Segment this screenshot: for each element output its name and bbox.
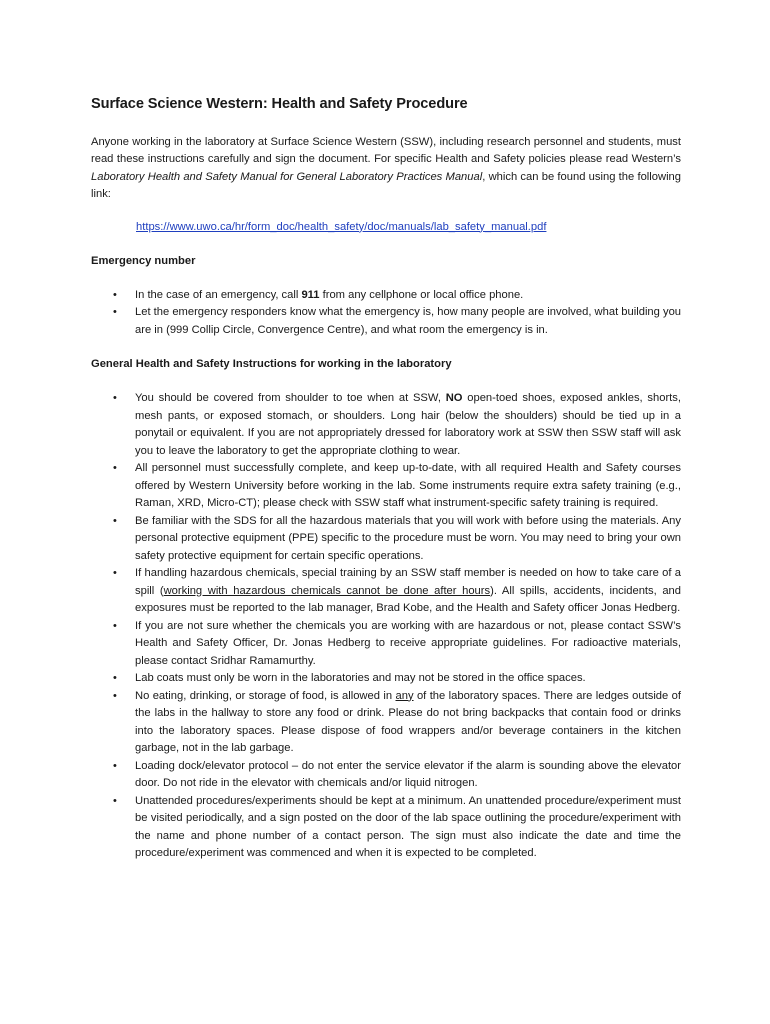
bullet-icon: • <box>113 619 117 632</box>
bullet-icon: • <box>113 567 117 580</box>
general-list <box>91 390 681 863</box>
underlined-any: any <box>395 689 414 702</box>
list-item <box>91 460 681 513</box>
document-page <box>91 94 681 863</box>
list-item <box>91 565 681 618</box>
emergency-list <box>91 287 681 340</box>
list-item <box>91 793 681 863</box>
underlined-warning: working with hazardous chemicals cannot be done after hours <box>163 584 491 597</box>
list-item <box>91 304 681 339</box>
list-item-text: If you are not sure whether the chemicals you are working with are hazardous or not, please contact SSW’s Health and Safety Officer, Dr. Jonas Hedberg to receive appropriate guidelines. For radioactive materials, please contact Sridhar Ramamurthy. <box>135 619 681 667</box>
list-item-text: No eating, drinking, or storage of food, is allowed in <box>135 689 396 702</box>
list-item-text: Lab coats must only be worn in the laboratories and may not be stored in the office spaces. <box>135 672 586 685</box>
list-item-text: In the case of an emergency, call <box>135 288 302 301</box>
bullet-icon: • <box>113 306 117 319</box>
emergency-number: 911 <box>301 288 320 301</box>
list-item-text: of the laboratory spaces. There are ledges outside of the labs in the hallway to store any food or drink. Please do not bring backpacks that contain food or drinks into the laboratory spaces. Please dispose of food wrappers and/or beverage containers in the kitchen garbage, not in the lab garbage. <box>135 689 681 755</box>
emphasis-no: NO <box>445 392 463 405</box>
intro-paragraph <box>91 134 681 204</box>
page-title: Surface Science Western: Health and Safety Procedure <box>91 96 468 112</box>
bullet-icon: • <box>113 462 117 475</box>
bullet-icon: • <box>113 514 117 527</box>
list-item-text: from any cellphone or local office phone. <box>319 288 524 301</box>
list-item <box>91 688 681 758</box>
list-item <box>91 513 681 566</box>
list-item-text: All personnel must successfully complete, and keep up-to-date, with all required Health and Safety courses offered by Western University before working in the lab. Some instruments require extra safety training (e.g., Raman, XRD, Micro-CT); please check with SSW staff what instrument-specific safety training is required. <box>135 462 681 510</box>
list-item <box>91 758 681 793</box>
bullet-icon: • <box>113 689 117 702</box>
list-item <box>91 670 681 688</box>
manual-title: Laboratory Health and Safety Manual for General Laboratory Practices Manual <box>91 170 483 183</box>
bullet-icon: • <box>113 672 117 685</box>
list-item-text: Unattended procedures/experiments should be kept at a minimum. An unattended procedure/experiment must be visited periodically, and a sign posted on the door of the lab space outlining the procedure/experiment with the name and phone number of a contact person. The sign must also indicate the date and time the procedure/experiment was commenced and when it is expected to be completed. <box>135 794 681 860</box>
list-item-text: Let the emergency responders know what the emergency is, how many people are involved, what building you are in (999 Collip Circle, Convergence Centre), and what room the emergency is in. <box>135 306 682 336</box>
list-item-text: open-toed shoes, exposed ankles, shorts, mesh pants, or exposed stomach, or shoulders. Long hair (below the shoulders) should be tied up in a ponytail or equivalent. If you are not appropriately dressed for laboratory work at SSW then SSW staff will ask you to leave the laboratory to get the appropriate clothing to wear. <box>135 392 681 457</box>
bullet-icon: • <box>113 759 117 772</box>
lab-safety-manual-link[interactable]: https://www.uwo.ca/hr/form_doc/health_safety/doc/manuals/lab_safety_manual.pdf <box>136 220 547 233</box>
list-item-text: Loading dock/elevator protocol – do not enter the service elevator if the alarm is sounding above the elevator door. Do not ride in the elevator with chemicals and/or liquid nitrogen. <box>135 759 681 790</box>
list-item-text: You should be covered from shoulder to toe when at SSW, <box>135 392 446 405</box>
intro-text-start: Anyone working in the laboratory at Surface Science Western (SSW), including research personnel and students, must read these instructions carefully and sign the document. For specific Health and Safety policies please read Western’s <box>91 136 681 166</box>
bullet-icon: • <box>113 794 117 807</box>
bullet-icon: • <box>113 288 117 301</box>
list-item <box>91 287 681 305</box>
list-item-text: If handling hazardous chemicals, special training by an SSW staff member is needed on how to take care of a spill ( <box>135 567 681 597</box>
list-item-text: ). All spills, accidents, incidents, and exposures must be reported to the lab manager, Brad Kobe, and the Health and Safety officer Jonas Hedberg. <box>135 584 681 615</box>
list-item <box>91 618 681 671</box>
list-item-text: Be familiar with the SDS for all the hazardous materials that you will work with before using the materials. Any personal protective equipment (PPE) specific to the procedure must be worn. You may need to bring your own safety protective equipment for certain specific operations. <box>135 514 681 562</box>
link-line <box>136 219 681 236</box>
list-item <box>91 390 681 460</box>
general-heading: General Health and Safety Instructions for working in the laboratory <box>91 358 452 371</box>
bullet-icon: • <box>113 392 117 405</box>
emergency-heading: Emergency number <box>91 254 196 267</box>
intro-text-end: , which can be found using the following link: <box>91 170 681 201</box>
